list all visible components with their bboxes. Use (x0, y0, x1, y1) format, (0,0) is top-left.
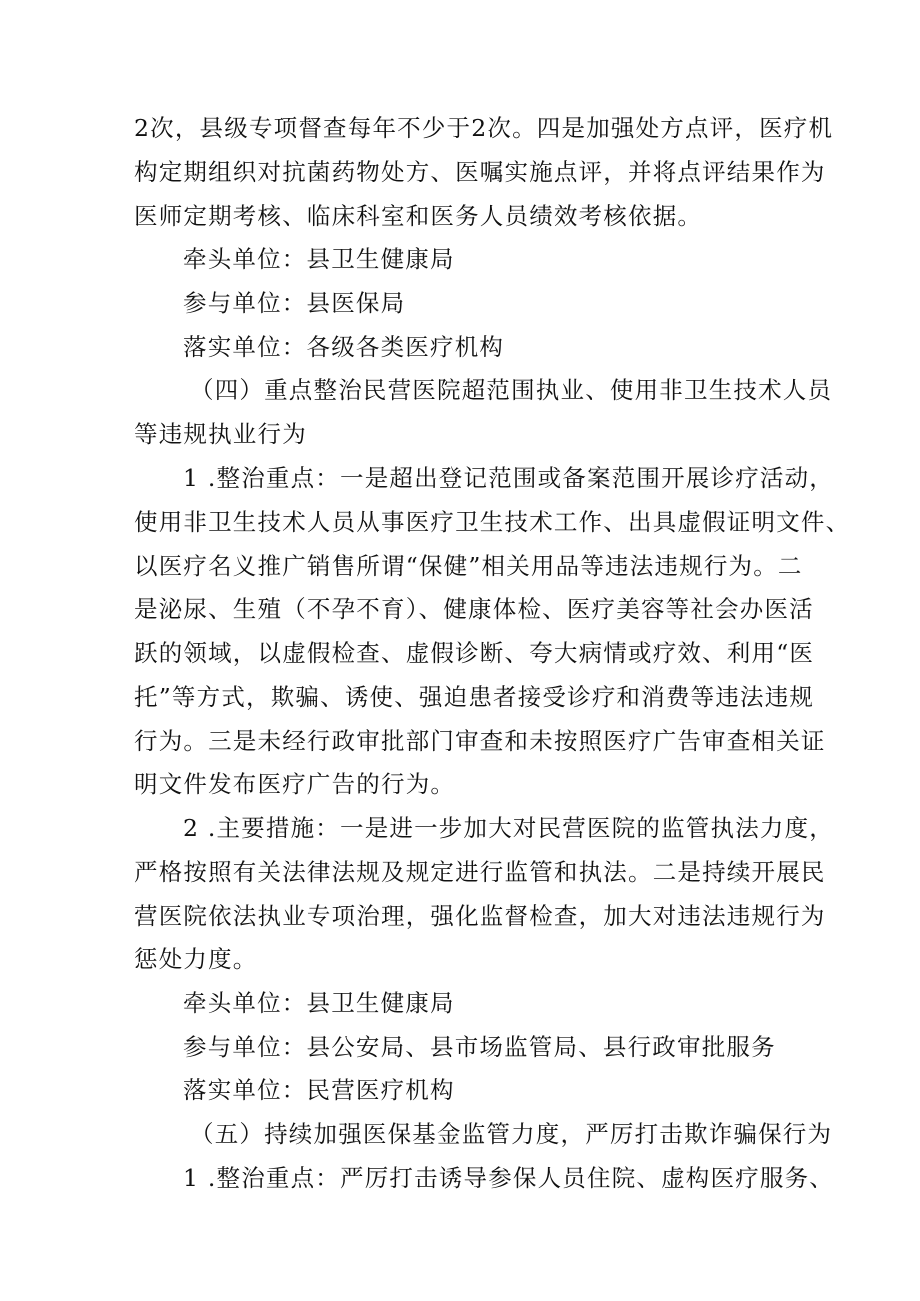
paragraph-line: 1 .整治重点：一是超出登记范围或备案范围开展诊疗活动， (183, 464, 834, 492)
participating-unit-line: 参与单位：县医保局 (183, 289, 406, 317)
paragraph-line: 1 .整治重点：严厉打击诱导参保人员住院、虚构医疗服务、 (183, 1164, 834, 1192)
paragraph-line: 2次，县级专项督查每年不少于2次。四是加强处方点评，医疗机 (134, 114, 834, 142)
paragraph-line: 跃的领域，以虚假检查、虚假诊断、夸大病情或疗效、利用“医 (134, 639, 815, 667)
paragraph-line: 2 .主要措施：一是进一步加大对民营医院的监管执法力度， (183, 814, 834, 842)
lead-unit-line: 牵头单位：县卫生健康局 (183, 245, 455, 273)
paragraph-line: 是泌尿、生殖（不孕不育）、健康体检、医疗美容等社会办医活 (134, 595, 814, 623)
paragraph-line: 使用非卫生技术人员从事医疗卫生技术工作、出具虚假证明文件、 (134, 508, 851, 536)
paragraph-line: 行为。三是未经行政审批部门审查和未按照医疗广告审查相关证 (134, 727, 826, 755)
paragraph-line: 明文件发布医疗广告的行为。 (134, 770, 456, 798)
lead-unit-line: 牵头单位：县卫生健康局 (183, 989, 455, 1017)
paragraph-line: 医师定期考核、临床科室和医务人员绩效考核依据。 (134, 202, 703, 230)
paragraph-line: 构定期组织对抗菌药物处方、医嘱实施点评，并将点评结果作为 (134, 158, 826, 186)
implementing-unit-line: 落实单位：各级各类医疗机构 (183, 333, 505, 361)
implementing-unit-line: 落实单位：民营医疗机构 (183, 1076, 455, 1104)
section-heading-4-cont: 等违规执业行为 (134, 420, 307, 448)
paragraph-line: 营医院依法执业专项治理，强化监督检查，加大对违法违规行为 (134, 902, 826, 930)
paragraph-line: 托”等方式，欺骗、诱使、强迫患者接受诊疗和消费等违法违规 (134, 683, 815, 711)
participating-unit-line: 参与单位：县公安局、县市场监管局、县行政审批服务 (183, 1033, 776, 1061)
section-heading-4: （四）重点整治民营医院超范围执业、使用非卫生技术人员 (190, 376, 833, 404)
paragraph-line: 严格按照有关法律法规及规定进行监管和执法。二是持续开展民 (134, 858, 826, 886)
paragraph-line: 以医疗名义推广销售所谓“保健”相关用品等违法违规行为。二 (134, 552, 803, 580)
section-heading-5: （五）持续加强医保基金监管力度，严厉打击欺诈骗保行为 (190, 1120, 833, 1148)
paragraph-line: 惩处力度。 (134, 945, 258, 973)
